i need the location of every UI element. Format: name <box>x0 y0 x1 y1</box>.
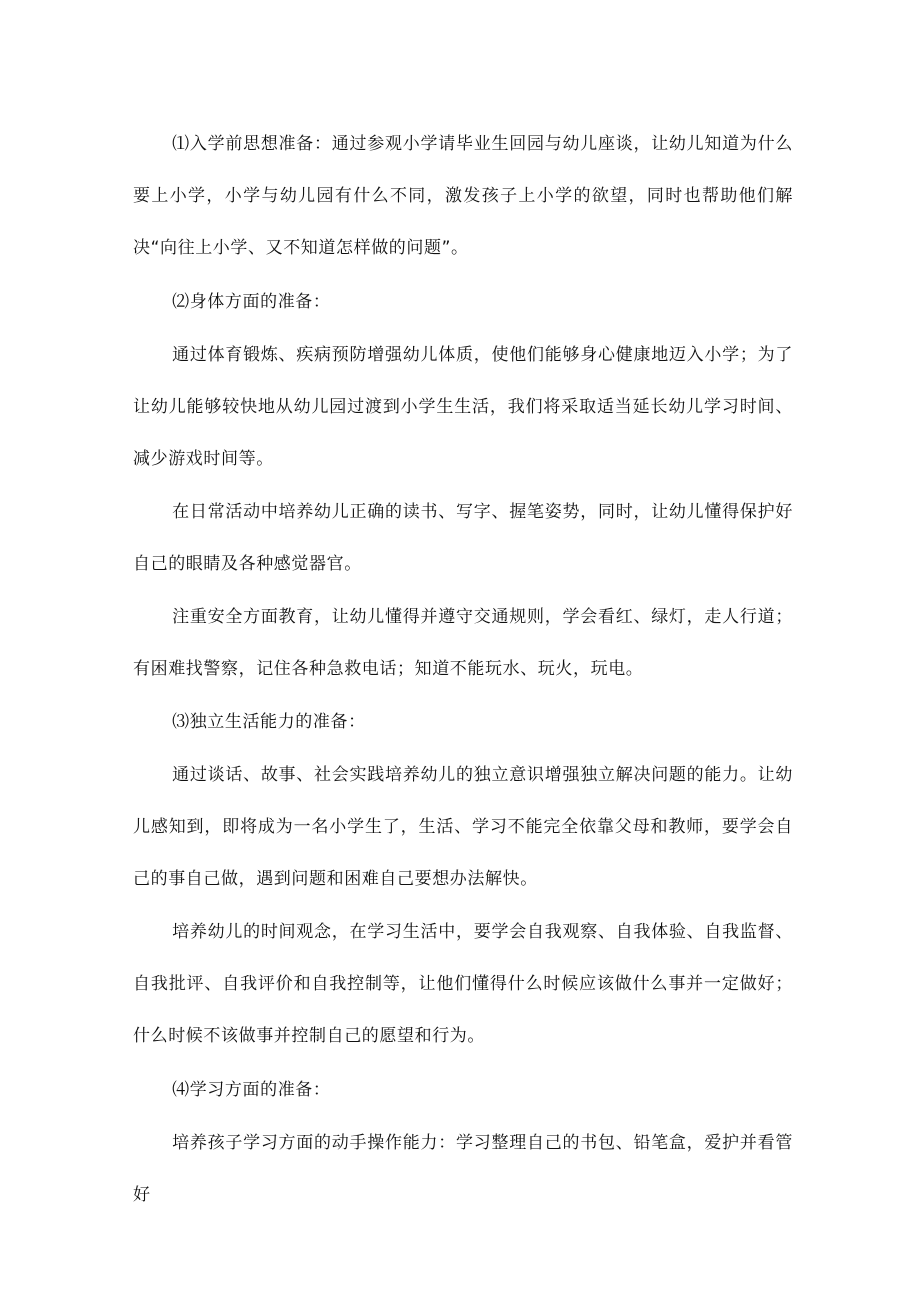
paragraph-mental-preparation: ⑴入学前思想准备：通过参观小学请毕业生回园与幼儿座谈，让幼儿知道为什么要上小学，小学与幼儿园有什么不同，激发孩子上小学的欲望，同时也帮助他们解决“向往上小学、又不知道怎样做的问题”。 <box>133 134 793 258</box>
paragraph-time-concept: 培养幼儿的时间观念，在学习生活中，要学会自我观察、自我体验、自我监督、自我批评、自我评价和自我控制等，让他们懂得什么时候应该做什么事并一定做好；什么时候不该做事并控制自己的愿望和行为。 <box>133 922 793 1046</box>
heading-learning-preparation: ⑷学习方面的准备： <box>172 1080 331 1100</box>
paragraph-daily-habits: 在日常活动中培养幼儿正确的读书、写字、握笔姿势，同时，让幼儿懂得保护好自己的眼睛及各种感觉器官。 <box>133 502 793 574</box>
heading-independent-living: ⑶独立生活能力的准备： <box>172 712 366 732</box>
paragraph-hands-on-skills: 培养孩子学习方面的动手操作能力：学习整理自己的书包、铅笔盒，爱护并看管好 <box>133 1133 793 1205</box>
heading-physical-preparation: ⑵身体方面的准备： <box>172 292 331 312</box>
paragraph-physical-exercise: 通过体育锻炼、疾病预防增强幼儿体质，使他们能够身心健康地迈入小学；为了让幼儿能够较快地从幼儿园过渡到小学生生活，我们将采取适当延长幼儿学习时间、减少游戏时间等。 <box>133 345 793 469</box>
paragraph-safety-education: 注重安全方面教育，让幼儿懂得并遵守交通规则，学会看红、绿灯，走人行道；有困难找警察，记住各种急救电话；知道不能玩水、玩火，玩电。 <box>133 607 793 679</box>
paragraph-independence: 通过谈话、故事、社会实践培养幼儿的独立意识增强独立解决问题的能力。让幼儿感知到，即将成为一名小学生了，生活、学习不能完全依靠父母和教师，要学会自己的事自己做，遇到问题和困难自己要想办法解快。 <box>133 765 793 889</box>
